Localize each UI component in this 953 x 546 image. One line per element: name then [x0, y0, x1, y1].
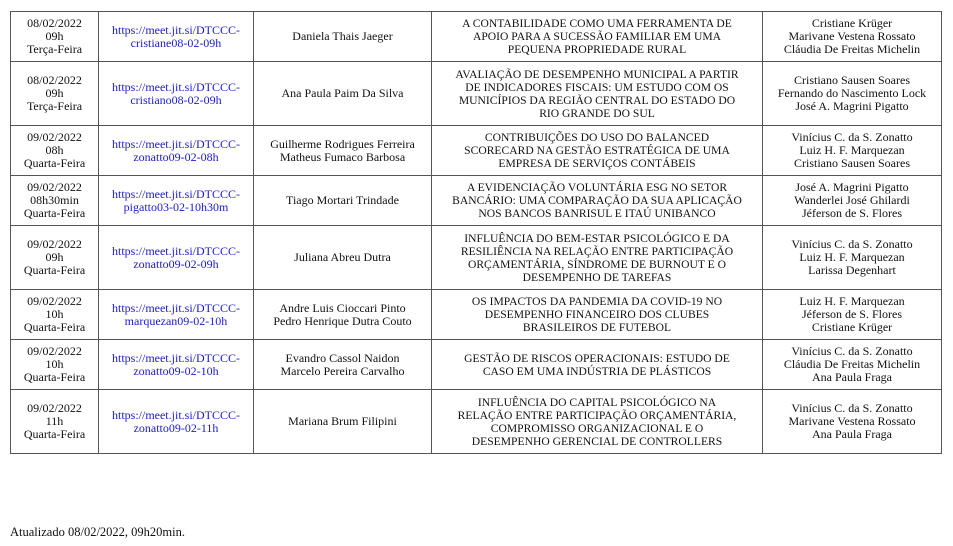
- last-updated-note: Atualizado 08/02/2022, 09h20min.: [10, 525, 185, 539]
- students-cell: [254, 390, 432, 454]
- date-line: 10h: [45, 357, 64, 371]
- thesis-title-line: RIO GRANDE DO SUL: [539, 106, 655, 120]
- thesis-title-line: DESEMPENHO DE TAREFAS: [522, 270, 672, 284]
- thesis-title-line: A EVIDENCIAÇÃO VOLUNTÁRIA ESG NO SETOR: [466, 181, 728, 194]
- date-line: 09h: [45, 86, 64, 100]
- thesis-title-cell: [432, 62, 763, 126]
- thesis-title-line: DESEMPENHO GERENCIAL DE CONTROLLERS: [471, 434, 723, 448]
- meeting-link-line: marquezan09-02-10h: [124, 313, 228, 328]
- examining-board-cell: [763, 62, 942, 126]
- meeting-link[interactable]: [100, 188, 252, 214]
- meeting-link-line: https://meet.jit.si/DTCCC-: [111, 79, 240, 94]
- thesis-title-line: DESEMPENHO FINANCEIRO DOS CLUBES: [484, 308, 710, 321]
- date-cell: [11, 126, 99, 176]
- examining-board-line: José A. Magrini Pigatto: [795, 180, 909, 194]
- examining-board-line: Jéferson de S. Flores: [802, 206, 902, 220]
- thesis-title-line: BANCÁRIO: UMA COMPARAÇÃO DA SUA APLICAÇÃO: [452, 194, 742, 207]
- thesis-title-line: PEQUENA PROPRIEDADE RURAL: [507, 43, 687, 56]
- meeting-link-cell: [99, 62, 254, 126]
- date-cell: [11, 176, 99, 226]
- thesis-title-line: INFLUÊNCIA DO BEM-ESTAR PSICOLÓGICO E DA: [464, 231, 730, 245]
- students-line: Pedro Henrique Dutra Couto: [273, 313, 412, 328]
- students-line: Evandro Cassol Naidon: [285, 350, 400, 365]
- examining-board-line: Wanderlei José Ghilardi: [794, 193, 910, 207]
- examining-board-line: Luiz H. F. Marquezan: [799, 250, 905, 264]
- meeting-link-cell: [99, 176, 254, 226]
- schedule-rows: [11, 12, 942, 454]
- students-line: Ana Paula Paim Da Silva: [281, 86, 404, 100]
- thesis-title-line: RESILIÊNCIA NA RELAÇÃO ENTRE PARTICIPAÇÃO: [460, 244, 734, 258]
- examining-board-line: Vinícius C. da S. Zonatto: [791, 237, 913, 251]
- date-line: Quarta-Feira: [23, 427, 86, 441]
- meeting-link-line: cristiano08-02-09h: [130, 92, 222, 107]
- date-line: 09/02/2022: [27, 237, 82, 251]
- meeting-link[interactable]: [100, 245, 252, 271]
- thesis-title-line: AVALIAÇÃO DE DESEMPENHO MUNICIPAL A PARTIR: [455, 67, 739, 81]
- meeting-link-line: https://meet.jit.si/DTCCC-: [111, 407, 240, 422]
- students-line: Andre Luis Cioccari Pinto: [279, 300, 406, 315]
- date-line: 10h: [45, 307, 64, 321]
- thesis-title-line: SCORECARD NA GESTÃO ESTRATÉGICA DE UMA: [464, 144, 730, 157]
- date-line: 09h: [45, 29, 64, 43]
- table-row: [11, 176, 942, 226]
- date-line: 11h: [45, 414, 64, 428]
- meeting-link-line: https://meet.jit.si/DTCCC-: [111, 22, 240, 37]
- examining-board-cell: [763, 226, 942, 290]
- date-line: 08h: [45, 143, 64, 157]
- meeting-link-line: https://meet.jit.si/DTCCC-: [111, 136, 240, 151]
- students-cell: [254, 12, 432, 62]
- examining-board-line: Luiz H. F. Marquezan: [799, 143, 905, 157]
- meeting-link[interactable]: [100, 409, 252, 435]
- date-line: Terça-Feira: [26, 42, 83, 56]
- meeting-link-cell: [99, 126, 254, 176]
- examining-board-line: Cristiano Sausen Soares: [794, 156, 910, 170]
- date-cell: [11, 290, 99, 340]
- students-line: Daniela Thais Jaeger: [292, 29, 393, 43]
- examining-board-cell: [763, 340, 942, 390]
- examining-board-line: Vinícius C. da S. Zonatto: [791, 130, 913, 144]
- examining-board-cell: [763, 12, 942, 62]
- examining-board-line: Fernando do Nascimento Lock: [777, 86, 927, 100]
- students-cell: [254, 126, 432, 176]
- date-line: Quarta-Feira: [23, 156, 86, 170]
- students-cell: [254, 290, 432, 340]
- date-cell: [11, 226, 99, 290]
- thesis-title-line: OS IMPACTOS DA PANDEMIA DA COVID-19 NO: [471, 295, 723, 308]
- date-line: 09h: [45, 250, 64, 264]
- date-cell: [11, 62, 99, 126]
- meeting-link-line: zonatto09-02-09h: [133, 256, 219, 271]
- date-line: Quarta-Feira: [23, 263, 86, 277]
- date-line: Quarta-Feira: [23, 370, 86, 384]
- examining-board-line: Marivane Vestena Rossato: [788, 414, 916, 428]
- date-line: 08/02/2022: [27, 16, 82, 30]
- examining-board-line: Ana Paula Fraga: [812, 427, 892, 441]
- date-line: 08/02/2022: [27, 73, 82, 87]
- examining-board-cell: [763, 126, 942, 176]
- examining-board-line: Luiz H. F. Marquezan: [799, 294, 905, 308]
- table-row: [11, 390, 942, 454]
- examining-board-line: Cláudia De Freitas Michelin: [783, 357, 921, 371]
- table-row: [11, 290, 942, 340]
- meeting-link-line: cristiane08-02-09h: [130, 35, 222, 50]
- date-line: 09/02/2022: [27, 130, 82, 144]
- meeting-link-line: zonatto09-02-08h: [133, 149, 219, 164]
- meeting-link[interactable]: [100, 302, 252, 328]
- examining-board-cell: [763, 390, 942, 454]
- examining-board-line: Cristiano Sausen Soares: [794, 73, 910, 87]
- thesis-title-line: APOIO PARA A SUCESSÃO FAMILIAR EM UMA: [472, 30, 722, 43]
- thesis-title-line: GESTÃO DE RISCOS OPERACIONAIS: ESTUDO DE: [464, 351, 730, 365]
- thesis-title-line: COMPROMISSO ORGANIZACIONAL E O: [490, 421, 704, 435]
- table-row: [11, 62, 942, 126]
- thesis-title-line: CONTRIBUIÇÕES DO USO DO BALANCED: [484, 131, 710, 144]
- date-line: 09/02/2022: [27, 294, 82, 308]
- thesis-title-cell: [432, 226, 763, 290]
- meeting-link[interactable]: [100, 24, 252, 50]
- date-line: Quarta-Feira: [23, 320, 86, 334]
- thesis-title-line: RELAÇÃO ENTRE PARTICIPAÇÃO ORÇAMENTÁRIA,: [457, 408, 737, 422]
- meeting-link-line: pigatto03-02-10h30m: [123, 199, 229, 214]
- thesis-title-cell: [432, 126, 763, 176]
- examining-board-line: Marivane Vestena Rossato: [788, 29, 916, 43]
- students-cell: [254, 62, 432, 126]
- examining-board-line: José A. Magrini Pigatto: [795, 99, 909, 113]
- thesis-title-cell: [432, 12, 763, 62]
- thesis-title-cell: [432, 176, 763, 226]
- meeting-link-cell: [99, 340, 254, 390]
- students-line: Tiago Mortari Trindade: [286, 193, 399, 207]
- meeting-link[interactable]: [100, 138, 252, 164]
- thesis-title-line: CASO EM UMA INDÚSTRIA DE PLÁSTICOS: [482, 364, 712, 378]
- thesis-title-line: INFLUÊNCIA DO CAPITAL PSICOLÓGICO NA: [477, 395, 717, 409]
- meeting-link-line: https://meet.jit.si/DTCCC-: [111, 300, 240, 315]
- examining-board-line: Cristiane Krüger: [811, 16, 893, 30]
- thesis-title-cell: [432, 290, 763, 340]
- students-line: Guilherme Rodrigues Ferreira: [270, 136, 415, 151]
- thesis-title-line: A CONTABILIDADE COMO UMA FERRAMENTA DE: [462, 17, 732, 30]
- examining-board-line: Ana Paula Fraga: [812, 370, 892, 384]
- defense-schedule-table: [10, 11, 942, 454]
- date-line: 09/02/2022: [27, 180, 82, 194]
- examining-board-line: Larissa Degenhart: [808, 263, 896, 277]
- students-line: Mariana Brum Filipini: [288, 414, 397, 428]
- date-cell: [11, 12, 99, 62]
- table-row: [11, 340, 942, 390]
- thesis-title-line: BRASILEIROS DE FUTEBOL: [522, 321, 672, 334]
- thesis-title-line: ORÇAMENTÁRIA, SÍNDROME DE BURNOUT E O: [467, 257, 727, 271]
- meeting-link-line: zonatto09-02-11h: [133, 420, 219, 435]
- thesis-title-line: DE INDICADORES FISCAIS: UM ESTUDO COM OS: [465, 80, 729, 94]
- meeting-link[interactable]: [100, 352, 252, 378]
- thesis-title-cell: [432, 390, 763, 454]
- examining-board-line: Vinícius C. da S. Zonatto: [791, 344, 913, 358]
- table-row: [11, 12, 942, 62]
- thesis-title-line: MUNICÍPIOS DA REGIÃO CENTRAL DO ESTADO DO: [458, 93, 736, 107]
- meeting-link-cell: [99, 226, 254, 290]
- meeting-link-cell: [99, 290, 254, 340]
- date-line: 08h30min: [30, 193, 79, 207]
- date-line: 09/02/2022: [27, 344, 82, 358]
- examining-board-cell: [763, 176, 942, 226]
- students-line: Juliana Abreu Dutra: [294, 250, 391, 264]
- date-line: 09/02/2022: [27, 401, 82, 415]
- date-line: Quarta-Feira: [23, 206, 86, 220]
- date-line: Terça-Feira: [26, 99, 83, 113]
- meeting-link-line: https://meet.jit.si/DTCCC-: [111, 186, 240, 201]
- meeting-link-cell: [99, 12, 254, 62]
- students-line: Marcelo Pereira Carvalho: [280, 363, 405, 378]
- examining-board-cell: [763, 290, 942, 340]
- thesis-title-cell: [432, 340, 763, 390]
- meeting-link[interactable]: [100, 81, 252, 107]
- meeting-link-line: https://meet.jit.si/DTCCC-: [111, 243, 240, 258]
- examining-board-line: Cristiane Krüger: [811, 320, 893, 334]
- examining-board-line: Cláudia De Freitas Michelin: [783, 42, 921, 56]
- thesis-title-line: NOS BANCOS BANRISUL E ITAÚ UNIBANCO: [478, 207, 716, 220]
- students-cell: [254, 340, 432, 390]
- thesis-title-line: EMPRESA DE SERVIÇOS CONTÁBEIS: [498, 157, 696, 170]
- students-line: Matheus Fumaco Barbosa: [279, 149, 406, 164]
- meeting-link-line: https://meet.jit.si/DTCCC-: [111, 350, 240, 365]
- table-row: [11, 126, 942, 176]
- examining-board-line: Jéferson de S. Flores: [802, 307, 902, 321]
- date-cell: [11, 390, 99, 454]
- students-cell: [254, 226, 432, 290]
- meeting-link-cell: [99, 390, 254, 454]
- examining-board-line: Vinícius C. da S. Zonatto: [791, 401, 913, 415]
- students-cell: [254, 176, 432, 226]
- date-cell: [11, 340, 99, 390]
- meeting-link-line: zonatto09-02-10h: [133, 363, 219, 378]
- table-row: [11, 226, 942, 290]
